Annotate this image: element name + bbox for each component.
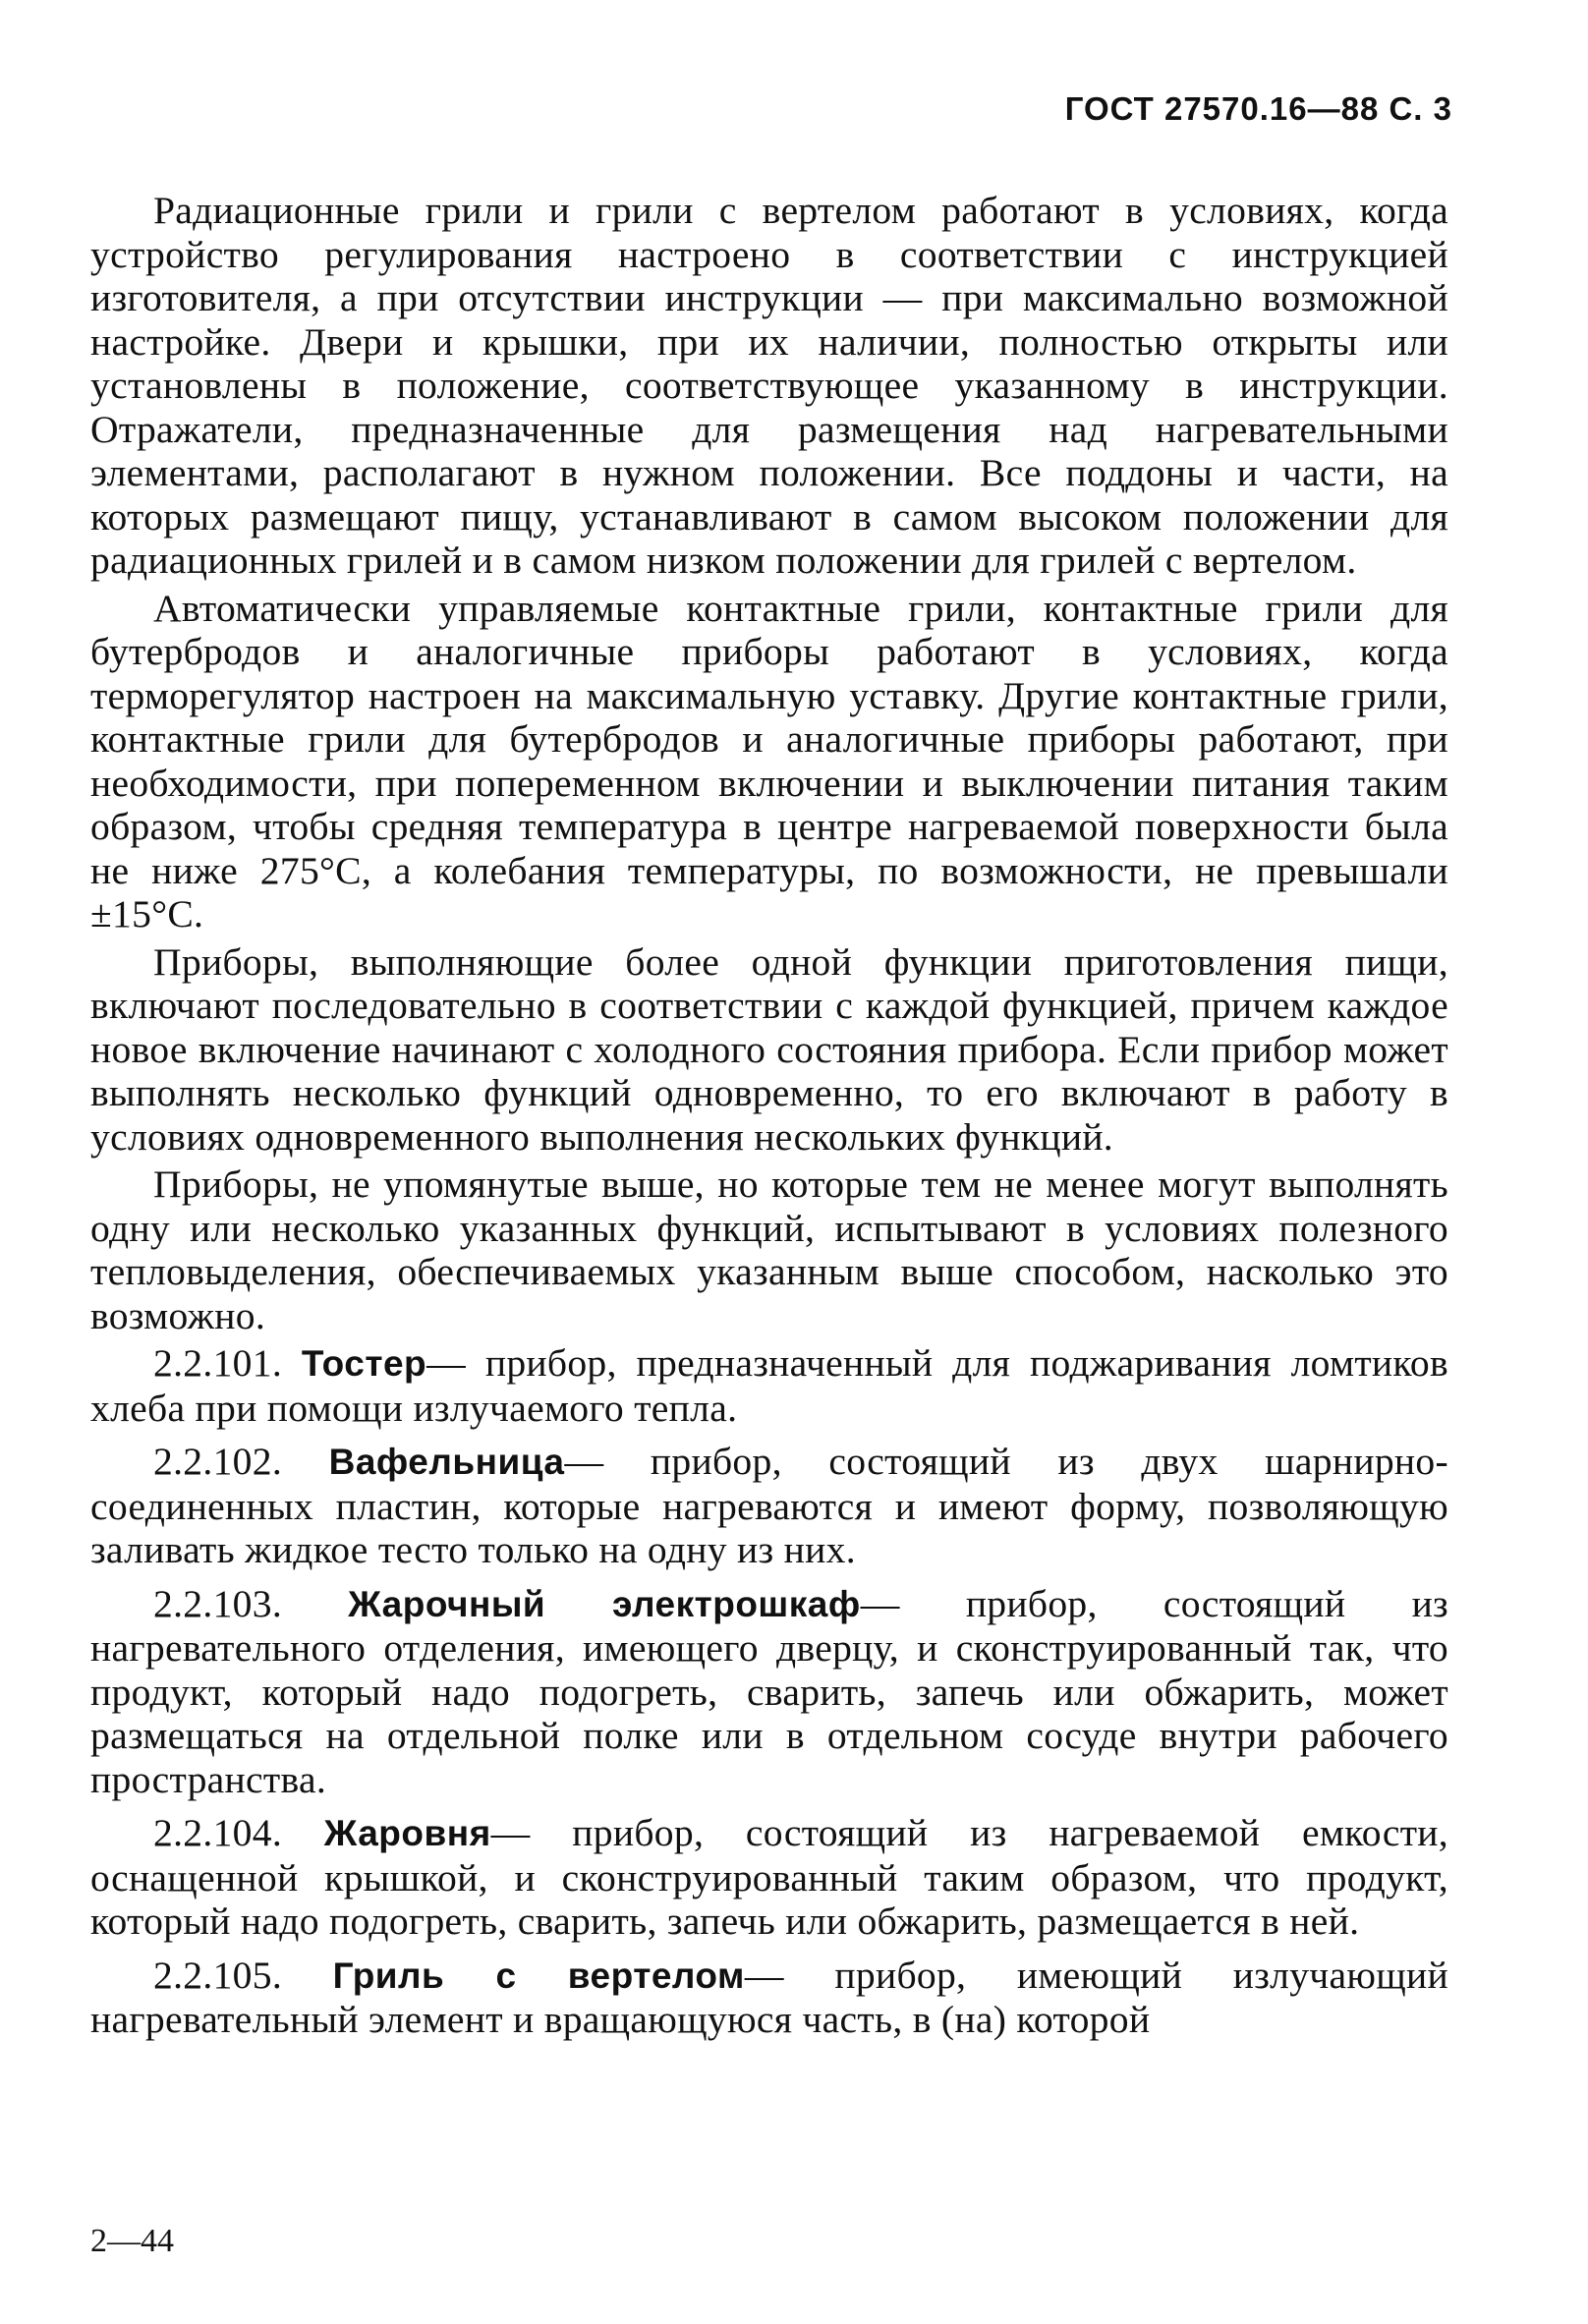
definition-waffle-iron bbox=[90, 1440, 1448, 1572]
clause-number: 2.2.102. bbox=[153, 1440, 283, 1483]
defined-term: Тостер bbox=[301, 1343, 427, 1384]
clause-number: 2.2.101. bbox=[153, 1341, 283, 1385]
definition-text: — прибор, имеющий излучающий нагревательный элемент и вращающуюся часть, в (на) которой bbox=[90, 1953, 1448, 2041]
definition-text: — прибор, состоящий из нагреваемой емкости, оснащенной крышкой, и сконструированный таким образом, что продукт, который надо подогреть, сварить, запечь или обжарить, размещается в ней. bbox=[90, 1811, 1448, 1943]
defined-term: Жаровня bbox=[323, 1813, 491, 1853]
document-body bbox=[90, 189, 1448, 2052]
definition-text: — прибор, состоящий из нагревательного отделения, имеющего дверцу, и сконструированный так, что продукт, который надо подогреть, сварить, запечь или обжарить, может размещаться на отдельной полке или в отдельном сосуде внутри рабочего пространства. bbox=[90, 1581, 1448, 1801]
definition-roaster bbox=[90, 1811, 1448, 1944]
defined-term: Жарочный электрошкаф bbox=[348, 1583, 861, 1624]
definition-electric-oven bbox=[90, 1582, 1448, 1802]
definition-text: — прибор, состоящий из двух шарнирно-соединенных пластин, которые нагреваются и имеют форму, позволяющую заливать жидкое тесто только на одну из них. bbox=[90, 1440, 1448, 1571]
defined-term: Вафельница bbox=[328, 1442, 565, 1482]
definition-text: — прибор, предназначенный для поджаривания ломтиков хлеба при помощи излучаемого тепла. bbox=[90, 1341, 1448, 1430]
clause-number: 2.2.105. bbox=[153, 1953, 283, 1997]
definition-rotisserie-grill bbox=[90, 1954, 1448, 2042]
paragraph-contact-grills: Автоматически управляемые контактные грили, контактные грили для бутербродов и аналогичные приборы работают в условиях, когда терморегулятор настроен на максимальную уставку. Другие контактные грили, контактные грили для бутербродов и аналогичные приборы работают, при необходимости, при попеременном включении и выключении питания таким образом, чтобы средняя температура в центре нагреваемой поверхности была не ниже 275°C, а колебания температуры, по возможности, не превышали ±15°C. bbox=[90, 586, 1448, 935]
paragraph-other-appliances: Приборы, не упомянутые выше, но которые тем не менее могут выполнять одну или несколько указанных функций, испытывают в условиях полезного тепловыделения, обеспечиваемых указанным выше способом, насколько это возможно. bbox=[90, 1162, 1448, 1337]
clause-number: 2.2.104. bbox=[153, 1811, 283, 1854]
defined-term: Гриль с вертелом bbox=[332, 1955, 745, 1996]
paragraph-multifunction-appliances: Приборы, выполняющие более одной функции приготовления пищи, включают последовательно в соответствии с каждой функцией, причем каждое новое включение начинают с холодного состояния прибора. Если прибор может выполнять несколько функций одновременно, то его включают в работу в условиях одновременного выполнения нескольких функций. bbox=[90, 939, 1448, 1159]
definition-toaster bbox=[90, 1341, 1448, 1430]
page-signature-mark: 2—44 bbox=[90, 2223, 174, 2259]
clause-number: 2.2.103. bbox=[153, 1581, 283, 1625]
paragraph-radiation-grills: Радиационные грили и грили с вертелом работают в условиях, когда устройство регулирования настроено в соответствии с инструкцией изготовителя, а при отсутствии инструкции — при максимально возможной настройке. Двери и крышки, при их наличии, полностью открыты или установлены в положение, соответствующее указанному в инструкции. Отражатели, предназначенные для размещения над нагревательными элементами, располагают в нужном положении. Все поддоны и части, на которых размещают пищу, устанавливают в самом высоком положении для радиационных грилей и в самом низком положении для грилей с вертелом. bbox=[90, 189, 1448, 582]
running-header: ГОСТ 27570.16—88 С. 3 bbox=[1064, 90, 1452, 127]
